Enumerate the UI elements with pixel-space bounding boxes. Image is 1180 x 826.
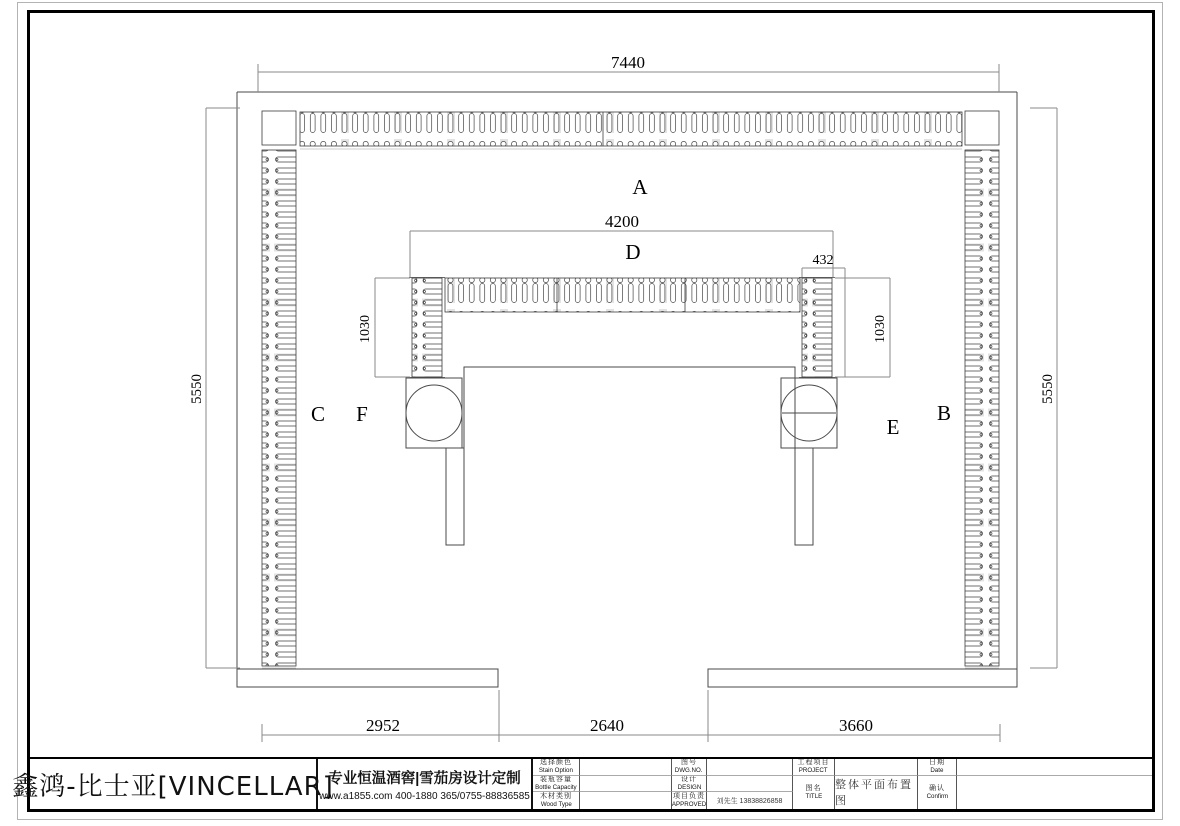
field-date-value (957, 759, 1152, 776)
zone-label-d: D (625, 240, 641, 264)
zone-label-b: B (936, 401, 952, 425)
zone-label-a: A (632, 175, 648, 199)
company-contact: www.a1855.com 400-1880 365/0755-88836585 (319, 790, 530, 802)
title-block (12, 757, 1152, 809)
field-confirm-label: 确认 Confirm (918, 776, 957, 809)
field-approved-label: 项目负责 APPROVED (672, 792, 707, 808)
partition-u-wall (446, 367, 813, 545)
field-date-label: 日期 Date (918, 759, 957, 776)
dim-left-height-text: 5550 (189, 374, 205, 404)
field-bottle-capacity-value (580, 776, 672, 793)
dim-island-offset-text: 432 (812, 253, 834, 268)
dim-right-height (1030, 108, 1057, 668)
dim-island-depth-right-text: 1030 (873, 315, 888, 343)
island-rack (409, 278, 835, 378)
field-design-value (707, 776, 793, 793)
bottom-wall-left (237, 669, 498, 687)
field-wood-type-label: 木材类别 Wood Type (533, 792, 580, 809)
field-project-value (835, 759, 918, 776)
field-dwg-no-value (707, 759, 793, 776)
partition-stub-left (446, 448, 464, 545)
field-confirm-value (957, 776, 1152, 809)
dim-bottom-middle-text: 2640 (590, 716, 624, 735)
dim-island-width-text: 4200 (605, 212, 639, 231)
dim-top-width (258, 53, 999, 92)
field-design-label: 设计 DESIGN (672, 776, 707, 793)
zone-label-f: F (356, 402, 368, 426)
field-title-value: 整体平面布置图 (835, 776, 918, 809)
dim-bottom-right-text: 3660 (839, 716, 873, 735)
field-bottle-capacity-label: 装瓶容量 Bottle Capacity (533, 776, 580, 793)
field-dwg-no-label: 图号 DWG.NO. (672, 759, 707, 776)
field-stain-option-value (580, 759, 672, 776)
dim-island-width (410, 212, 833, 277)
zone-label-e: E (886, 415, 900, 439)
dim-bottom-left-text: 2952 (366, 716, 400, 735)
dim-top-width-text: 7440 (611, 53, 645, 72)
dim-island-depth-left (358, 278, 410, 377)
field-approved-value: 刘先生 13838826858 (707, 792, 793, 809)
room-outline (237, 92, 1017, 687)
wall-rack-right (965, 150, 999, 668)
wall-rack-left (262, 150, 296, 668)
company-name: 鑫鸿-比士亚[VINCELLAR] (30, 759, 318, 809)
field-project-label: 工程项目 PROJECT (793, 759, 835, 776)
island-ladder-right (802, 278, 832, 377)
corner-unit-left (262, 111, 296, 145)
dim-right-height-text: 5550 (1040, 374, 1056, 404)
dim-island-depth-right (835, 278, 890, 377)
field-title-label: 图名 TITLE (793, 776, 835, 809)
corner-unit-right (965, 111, 999, 145)
bottom-wall-right (708, 669, 1017, 687)
wall-rack-top (262, 111, 999, 149)
barrel-left (406, 378, 462, 448)
field-wood-type-value (580, 792, 672, 809)
zone-label-c: C (310, 402, 326, 426)
company-info (318, 759, 533, 809)
island-ladder-left (412, 278, 442, 377)
barrel-right (781, 378, 837, 448)
partition-stub-right (795, 448, 813, 545)
company-tagline: 专业恒温酒窖|雪茄房设计定制 (328, 770, 521, 787)
title-block-table (533, 759, 1152, 809)
dim-island-depth-left-text: 1030 (358, 315, 373, 343)
dim-bottom-row (262, 690, 1000, 742)
field-stain-option-label: 选择颜色 Stain Option (533, 759, 580, 776)
dim-left-height (189, 108, 240, 668)
